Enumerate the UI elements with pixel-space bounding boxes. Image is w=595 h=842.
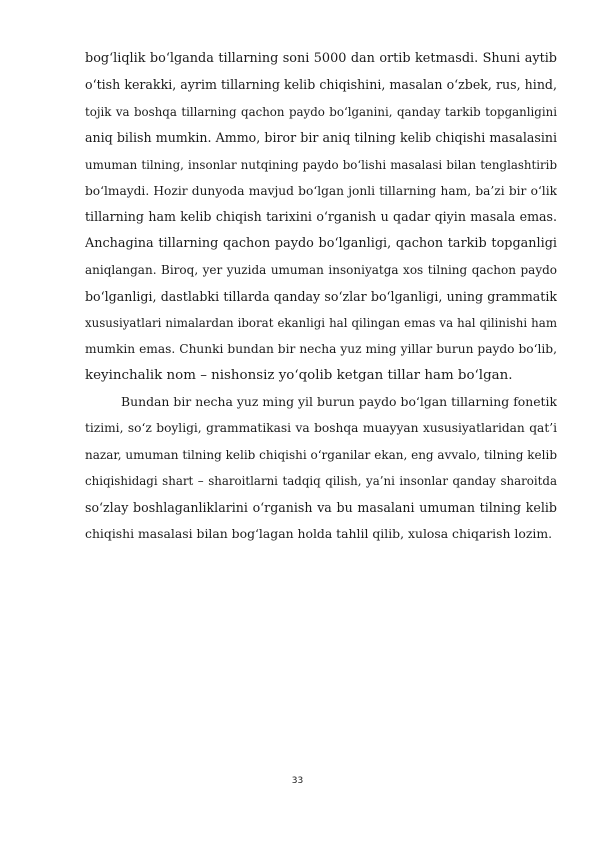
text-line: tojik va boshqa tillarning qachon paydo bo‘lganini, qanday tarkib topganligini [85, 104, 557, 119]
text-line: Bundan bir necha yuz ming yil burun paydo bo‘lgan tillarning fonetik [121, 394, 557, 410]
text-line: chiqishi masalasi bilan bog‘lagan holda tahlil qilib, xulosa chiqarish lozim. [85, 526, 553, 542]
text-line: tillarning ham kelib chiqish tarixini o‘rganish u qadar qiyin masala emas. [85, 209, 557, 225]
text-line: aniq bilish mumkin. Ammo, biror bir aniq tilning kelib chiqishi masalasini [85, 130, 557, 146]
text-line: so‘zlay boshlaganliklarini o‘rganish va bu masalani umuman tilning kelib [85, 499, 557, 515]
text-line: Anchagina tillarning qachon paydo bo‘lganligi, qachon tarkib topganligi [85, 235, 557, 251]
text-line: tizimi, so‘z boyligi, grammatikasi va boshqa muayyan xususiyatlaridan qat’i [85, 421, 557, 436]
text-line: xususiyatlari nimalardan iborat ekanligi hal qilingan emas va hal qilinishi ham [85, 315, 557, 330]
paragraph-2 [85, 389, 557, 547]
text-line: keyinchalik nom – nishonsiz yo‘qolib ketgan tillar ham bo‘lgan. [85, 367, 513, 383]
page-body [85, 46, 557, 547]
text-line: bo‘lmaydi. Hozir dunyoda mavjud bo‘lgan jonli tillarning ham, ba’zi bir o‘lik [85, 183, 557, 198]
text-line: nazar, umuman tilning kelib chiqishi o‘rganilar ekan, eng avvalo, tilning kelib [85, 447, 557, 462]
text-line: bog‘liqlik bo‘lganda tillarning soni 5000 dan ortib ketmasdi. Shuni aytib [85, 51, 557, 66]
paragraph-1 [85, 46, 557, 389]
text-line: mumkin emas. Chunki bundan bir necha yuz ming yillar burun paydo bo‘lib, [85, 342, 557, 357]
text-line: o‘tish kerakki, ayrim tillarning kelib chiqishini, masalan o‘zbek, rus, hind, [85, 77, 557, 93]
text-line: bo‘lganligi, dastlabki tillarda qanday so‘zlar bo‘lganligi, uning grammatik [85, 288, 557, 304]
text-line: umuman tilning, insonlar nutqining paydo bo‘lishi masalasi bilan tenglashtirib [85, 157, 557, 172]
text-line: aniqlangan. Biroq, yer yuzida umuman insoniyatga xos tilning qachon paydo [85, 263, 557, 278]
page-number: 33 [291, 776, 304, 786]
text-line: chiqishidagi shart – sharoitlarni tadqiq qilish, ya’ni insonlar qanday sharoitda [85, 474, 557, 489]
